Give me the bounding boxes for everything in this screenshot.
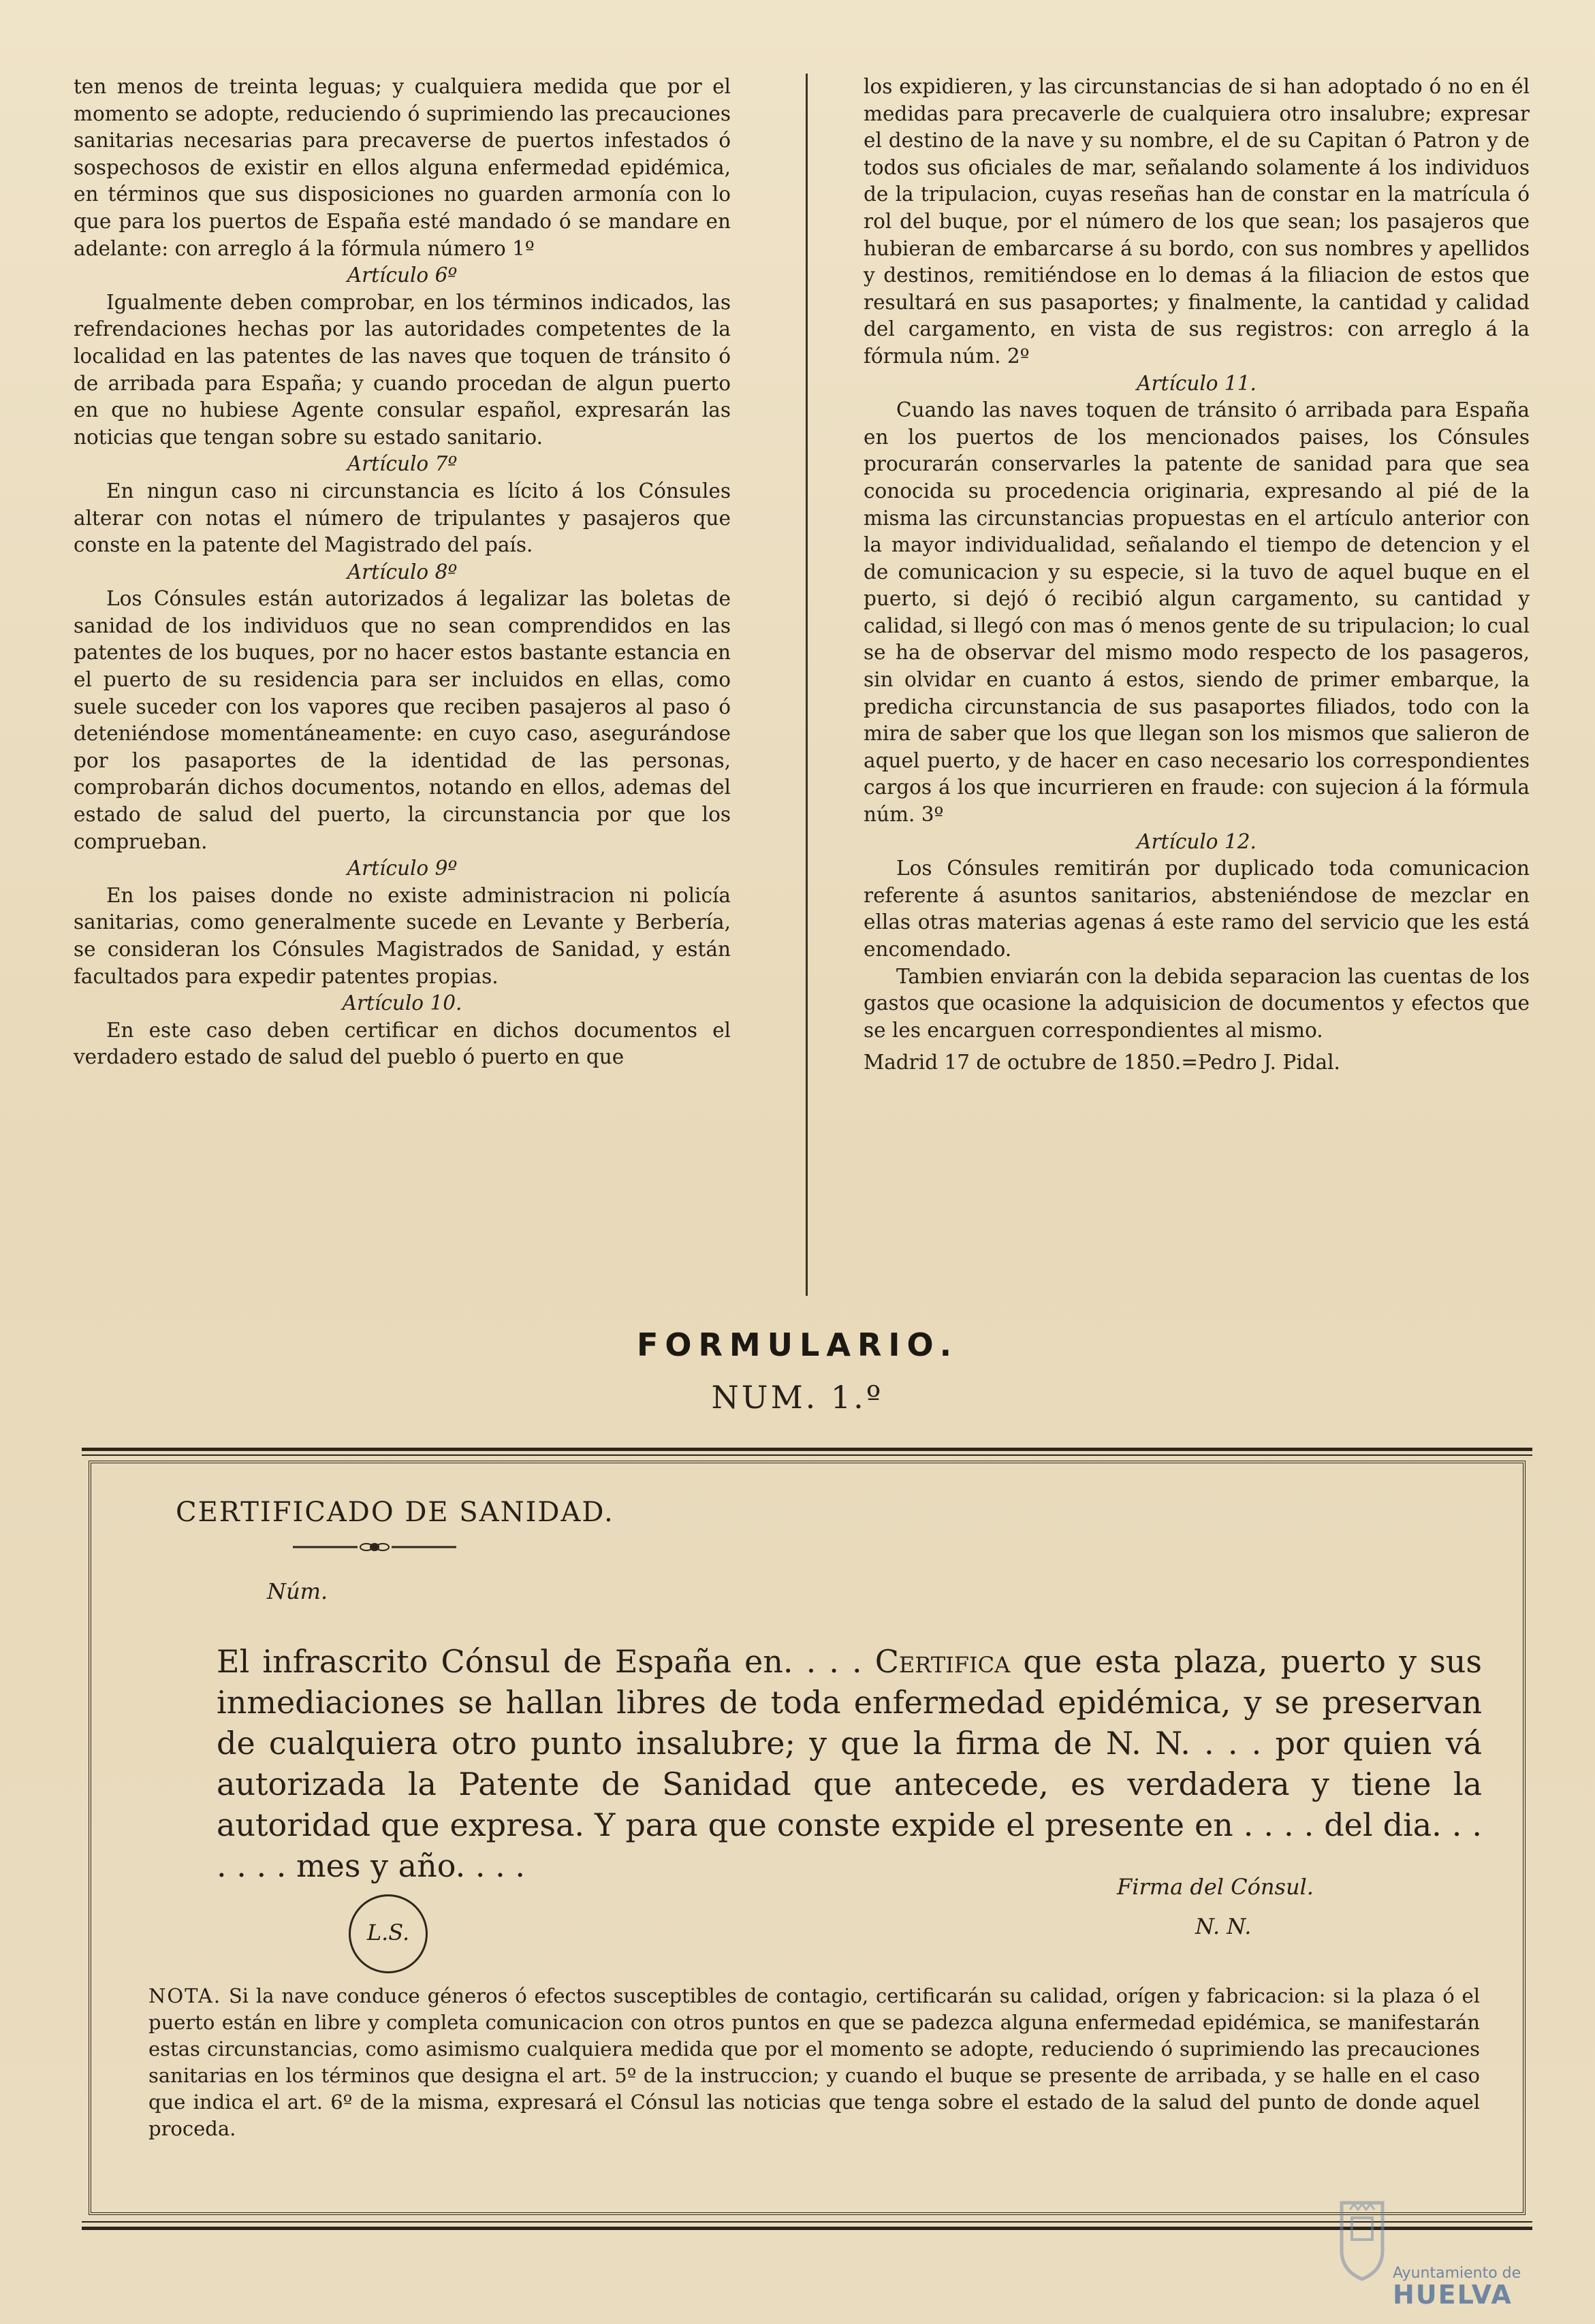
article-12-text: Los Cónsules remitirán por duplicado toda comunicacion referente á asuntos sanitarios, absteniéndose de mezclar en ellas otras materias agenas á este ramo del servicio que les está encomendado.	[864, 857, 1530, 961]
formulario-number: NUM. 1.º	[711, 1379, 884, 1416]
certificate-body-start: El infrascrito Cónsul de España en. . . .	[217, 1643, 875, 1680]
ornament-icon	[293, 1542, 456, 1552]
article-heading-9: Artículo 9º	[347, 857, 458, 880]
article-heading-10: Artículo 10.	[342, 991, 462, 1015]
watermark-city: HUELVA	[1393, 2280, 1513, 2310]
top-rule-thin	[82, 1454, 1532, 1456]
article-heading-6: Artículo 6º	[347, 264, 458, 287]
article-heading-11: Artículo 11.	[1137, 371, 1257, 395]
article-6-text: Igualmente deben comprobar, en los términos indicados, las refrendaciones hechas por las autoridades competentes de la localidad en las patentes de las naves que toquen de tránsito ó de arribada para España; y cuando procedan de algun puerto en que no hubiese Agente consular español, expresarán las noticias que tengan sobre su estado sanitario.	[74, 290, 731, 449]
watermark-caption: Ayuntamiento de	[1393, 2265, 1521, 2282]
article-10-continuation: los expidieren, y las circunstancias de si han adoptado ó no en él medidas para precaverle de cualquiera otro insalubre; expresar el destino de la nave y su nombre, el de su Capitan ó Patron y de todos sus oficiales de mar, señalando solamente á los individuos de la tripulacion, cuyas reseñas han de constar en la matrícula ó rol del buque, por el número de los que sean; los pasajeros que hubieran de embarcarse á su bordo, con sus nombres y apellidos y destinos, remitiéndose en lo demas á la filiacion de estos que resultará en sus pasaportes; y finalmente, la cantidad y calidad del cargamento, en vista de sus registros: con arreglo á la fórmula núm. 2º	[864, 75, 1530, 368]
certificate-title: CERTIFICADO DE SANIDAD.	[176, 1497, 614, 1528]
certificate-body-rest: que esta plaza, puerto y sus inmediaciones se hallan libres de toda enfermedad epidémica, y se preservan de cualquiera otro punto insalubre; y que la firma de N. N. . . . por quien vá autorizada la Patente de Sanidad que antecede, es verdadera y tiene la autoridad que expresa. Y para que conste expide el presente en . . . . del dia. . . . . . . mes y año. . . .	[217, 1643, 1482, 1884]
left-column	[74, 74, 731, 1071]
bottom-rule-thin	[82, 2221, 1532, 2223]
article-10-text: En este caso deben certificar en dichos documentos el verdadero estado de salud del pueblo ó puerto en que	[74, 1018, 731, 1069]
paragraph-continuation: ten menos de treinta leguas; y cualquiera medida que por el momento se adopte, reduciendo ó suprimiendo las precauciones sanitarias necesarias para precaverse de puertos infestados ó sospechosos de existir en ellos alguna enfermedad epidémica, en términos que sus disposiciones no guarden armonía con lo que para los puertos de España esté mandado ó se mandare en adelante: con arreglo á la fórmula número 1º	[74, 75, 731, 260]
article-heading-8: Artículo 8º	[347, 560, 458, 584]
article-heading-7: Artículo 7º	[347, 452, 458, 476]
article-9-text: En los paises donde no existe administracion ni policía sanitarias, como generalmente sucede en Levante y Berbería, se consideran los Cónsules Magistrados de Sanidad, y están facultados para expedir patentes propias.	[74, 883, 731, 988]
certifica-word: Certifica	[874, 1643, 1011, 1680]
nota-label: NOTA.	[148, 1984, 222, 2007]
nota-block	[148, 1983, 1480, 2142]
signature-label: Firma del Cónsul.	[1117, 1874, 1314, 1900]
article-11-text: Cuando las naves toquen de tránsito ó arribada para España en los puertos de los mencionados paises, los Cónsules procurarán conservarles la patente de sanidad para que sea conocida su procedencia originaria, expresando al pié de la misma las circunstancias propuestas en el artículo anterior con la mayor individualidad, señalando el tiempo de detencion y el de comunicacion y su especie, si la tuvo de aquel buque en el puerto, si dejó ó recibió algun cargamento, su cantidad y calidad, si llegó con mas ó menos gente de su tripulacion; lo cual se ha de observar del mismo modo respecto de los pasageros, sin olvidar en cuanto á estos, siendo de primer embarque, la predicha circunstancia de sus pasaportes filiados, todo con la mira de saber que los que llegan son los mismos que salieron de aquel puerto, y de hacer en caso necesario los correspondientes cargos á los que incurrieren en fraude: con sujecion á la fórmula núm. 3º	[864, 398, 1530, 827]
article-7-text: En ningun caso ni circunstancia es lícito á los Cónsules alterar con notas el número de tripulantes y pasajeros que conste en la patente del Magistrado del país.	[74, 479, 731, 557]
right-column	[864, 74, 1530, 1077]
article-heading-12: Artículo 12.	[1137, 829, 1257, 853]
article-12-text-2: Tambien enviarán con la debida separacion las cuentas de los gastos que ocasione la adquisicion de documentos y efectos que se les encarguen correspondientes al mismo.	[864, 964, 1530, 1042]
certificate-number-label: Núm.	[267, 1578, 328, 1604]
article-8-text: Los Cónsules están autorizados á legalizar las boletas de sanidad de los individuos que no sean comprendidos en las patentes de los buques, por no hacer estos bastante estancia en el puerto de su residencia para ser incluidos en ellas, como suele suceder con los vapores que reciben pasajeros al paso ó deteniéndose momentáneamente: en cuyo caso, asegurándose por los pasaportes de la identidad de las personas, comprobarán dichos documentos, notando en ellos, ademas del estado de salud del puerto, la circunstancia por que los comprueban.	[74, 587, 731, 853]
top-rule-thick	[82, 1448, 1532, 1451]
formulario-title: FORMULARIO.	[636, 1326, 959, 1363]
nota-text: Si la nave conduce géneros ó efectos susceptibles de contagio, certificarán su calidad, orígen y fabricacion: si la plaza ó el puerto están en libre y completa comunicacion con otros puntos en que se padezca alguna enfermedad epidémica, se manifestarán estas circunstancias, como asimismo cualquiera medida que por el momento se adopte, reduciendo ó suprimiendo las precauciones sanitarias en los términos que designa el art. 5º de la instruccion; y cuando el buque se presente de arribada, y se halle en el caso que indica el art. 6º de la misma, expresará el Cónsul las noticias que tenga sobre el estado de la salud del punto de donde aquel proceda.	[148, 1984, 1480, 2140]
column-divider	[806, 74, 808, 1296]
signature-name: N. N.	[1195, 1913, 1252, 1939]
seal-stamp	[349, 1894, 428, 1973]
bottom-rule-thick	[82, 2227, 1532, 2230]
seal-label: L.S.	[366, 1920, 410, 1945]
certificate-body	[217, 1641, 1482, 1886]
closing-signature-line: Madrid 17 de octubre de 1850.=Pedro J. Pidal.	[864, 1051, 1340, 1075]
